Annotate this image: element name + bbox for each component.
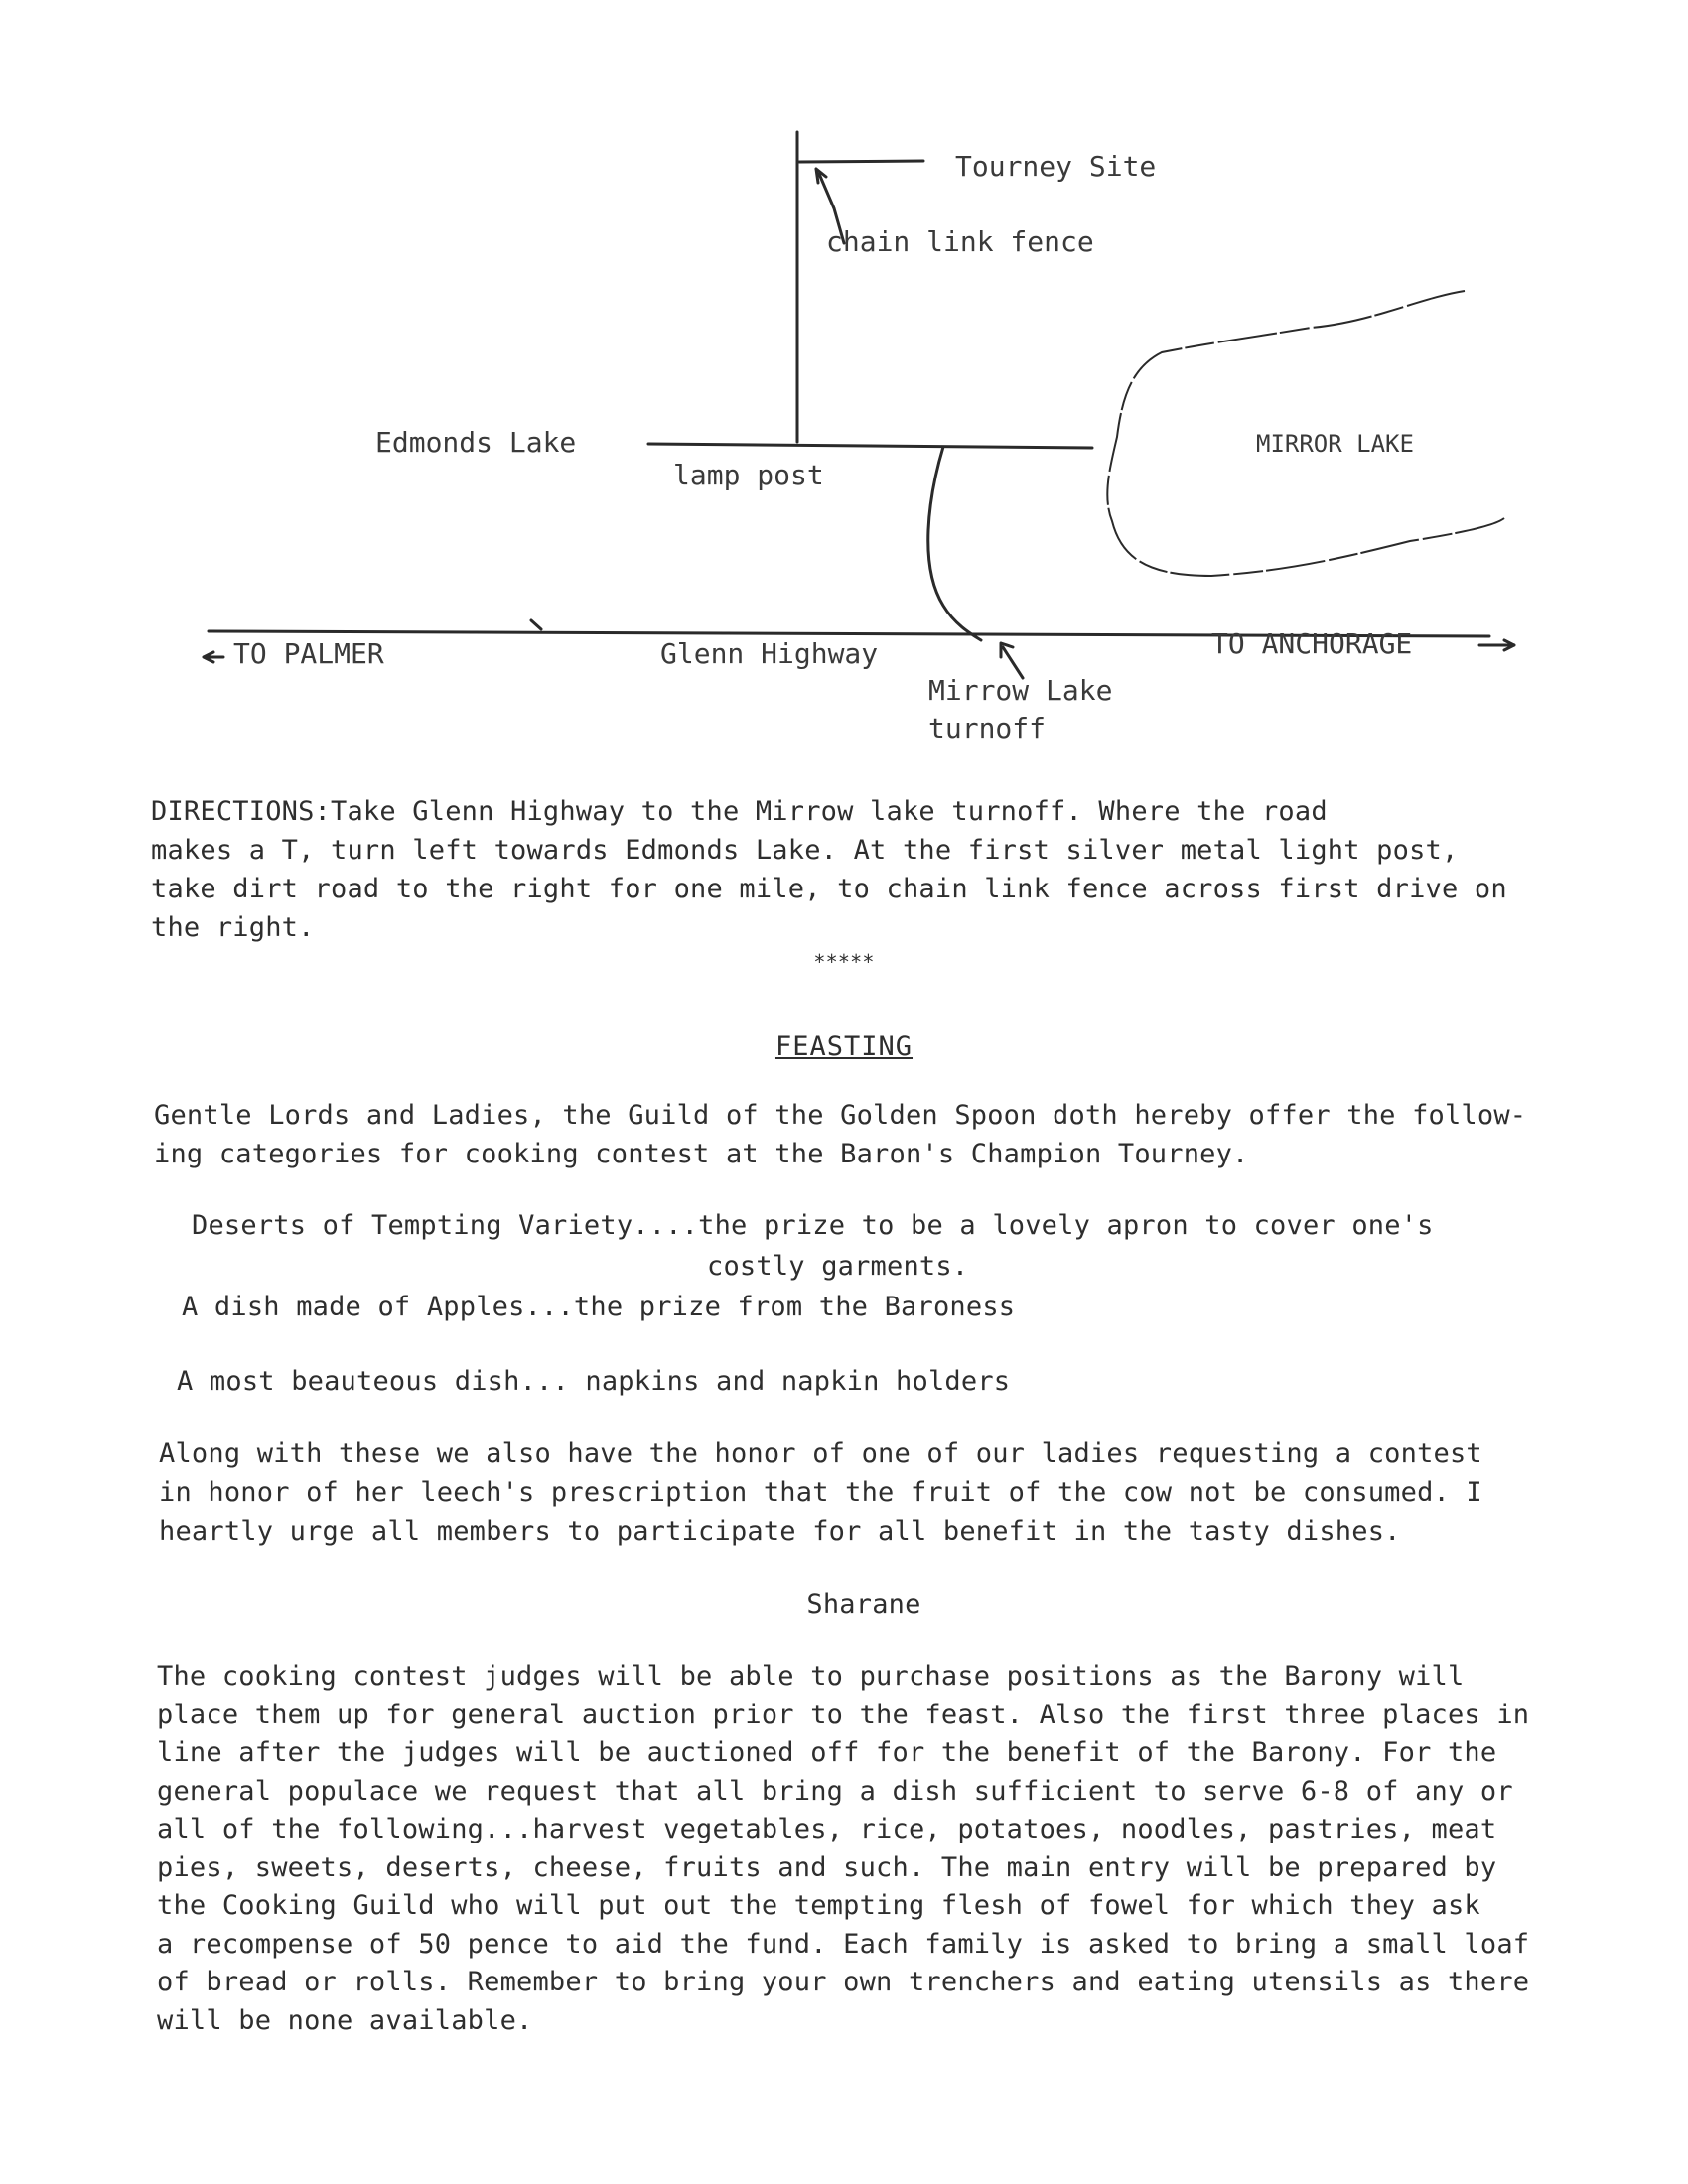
- closing-paragraph: The cooking contest judges will be able to purchase positions as the Barony will place them up for general auction prior to the feast. Also the first three places in line after the judges will be auctioned off for the benefit of the Barony. For the general populace we request that all bring a dish sufficient to serve 6-8 of any or all of the following...harvest vegetables, rice, potatoes, noodles, pastries, meat pies, sweets, deserts, cheese, fruits and such. The main entry will be prepared by the Cooking Guild who will put out the tempting flesh of fowel for which they ask a recompense of 50 pence to aid the fund. Each family is asked to bring a small loaf of bread or rolls. Remember to bring your own trenchers and eating utensils as there will be none available.: [157, 1661, 1530, 2036]
- tourney-site-label: Tourney Site: [955, 150, 1157, 183]
- feasting-intro: Gentle Lords and Ladies, the Guild of the Golden Spoon doth hereby offer the follow- ing categories for cooking contest at the Baron's Champion Tourney.: [154, 1100, 1527, 1169]
- turnoff-pointer-arrow: [1001, 643, 1023, 678]
- directions-map: [0, 0, 1688, 794]
- edmonds-lake-road: [648, 444, 1092, 448]
- contest-note: Along with these we also have the honor of one of our ladies requesting a contest in honor of her leech's prescription that the fruit of the cow not be consumed. I heartly urge all members to participate for all benefit in the tasty dishes.: [159, 1438, 1482, 1547]
- category-beauteous: A most beauteous dish... napkins and napkin holders: [177, 1366, 1011, 1397]
- right-arrow-icon: [1479, 640, 1514, 650]
- category-deserts-line2: costly garments.: [707, 1251, 969, 1282]
- to-palmer-label: TO PALMER: [233, 637, 384, 670]
- edmonds-lake-label: Edmonds Lake: [375, 426, 577, 459]
- left-arrow-icon: [204, 652, 223, 662]
- glenn-highway-label: Glenn Highway: [660, 637, 879, 670]
- turnoff-label-line2: turnoff: [928, 712, 1047, 745]
- signature: Sharane: [806, 1589, 921, 1620]
- mirror-lake-label: MIRROR LAKE: [1256, 430, 1414, 458]
- category-apples: A dish made of Apples...the prize from the Baroness: [182, 1292, 1016, 1322]
- feasting-title: FEASTING: [774, 1031, 914, 1062]
- turnoff-road: [928, 447, 981, 640]
- chain-link-fence-label: chain link fence: [826, 225, 1094, 258]
- category-deserts-line1: Deserts of Tempting Variety....the prize to be a lovely apron to cover one's: [192, 1210, 1434, 1241]
- turnoff-label-line1: Mirrow Lake: [928, 674, 1113, 707]
- site-branch: [799, 161, 923, 162]
- section-divider: *****: [813, 950, 875, 974]
- lamp-post-label: lamp post: [673, 459, 824, 491]
- to-anchorage-label: TO ANCHORAGE: [1211, 627, 1413, 660]
- directions-text: DIRECTIONS:Take Glenn Highway to the Mirrow lake turnoff. Where the road makes a T, turn left towards Edmonds Lake. At the first silver metal light post, take dirt road to the right for one mile, to chain link fence across first drive on the right.: [151, 796, 1507, 943]
